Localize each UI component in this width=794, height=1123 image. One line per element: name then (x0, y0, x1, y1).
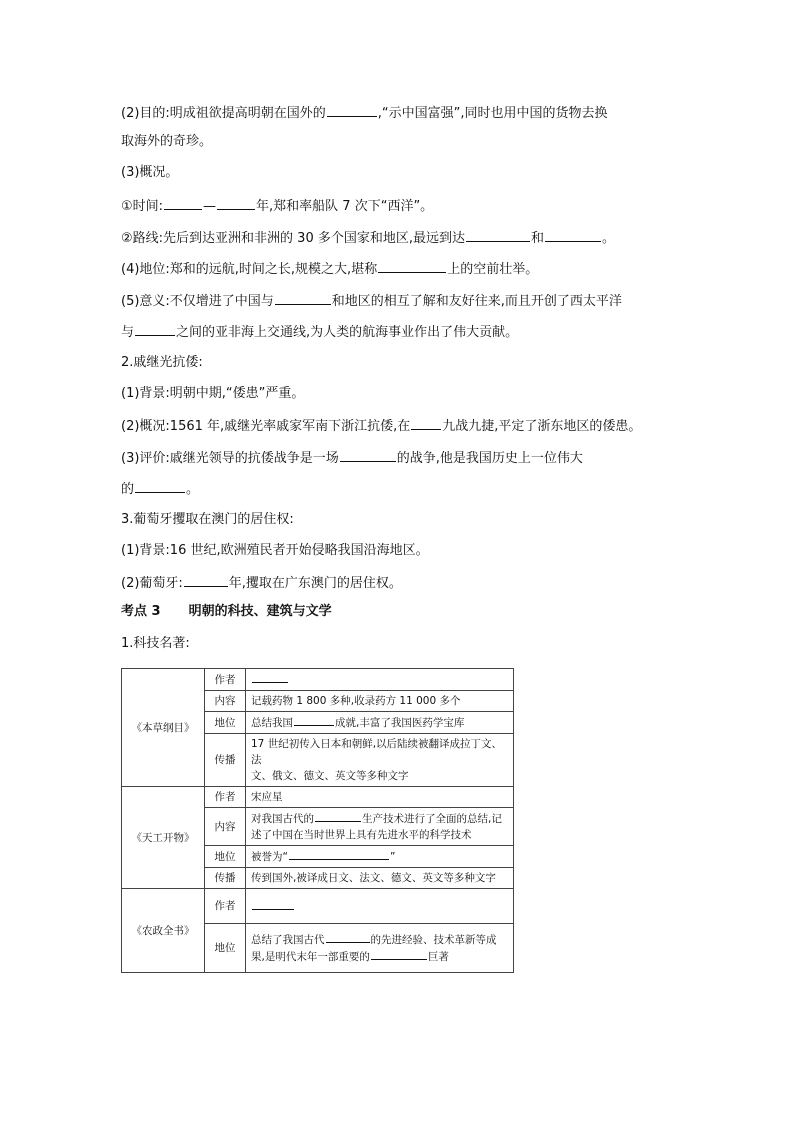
qi-evaluation (121, 448, 681, 468)
cell-text: 对我国古代的 (251, 813, 314, 825)
field-label: 传播 (205, 734, 246, 787)
status-text: (4)地位:郑和的远航,时间之长,规模之大,堪称 (121, 262, 378, 277)
cell-text: 的先进经验、技术革新等成 (370, 934, 497, 946)
field-label: 地位 (205, 924, 246, 973)
qi-evaluation-text: 的战争,他是我国历史上一位伟大 (396, 451, 583, 466)
fill-blank (294, 714, 334, 726)
fill-blank (371, 948, 427, 960)
fill-blank (340, 448, 396, 462)
fill-blank (164, 196, 202, 210)
fill-blank (315, 810, 361, 822)
fill-blank (326, 931, 370, 943)
qi-title-text: 2.戚继光抗倭: (121, 355, 203, 370)
status-line (121, 259, 681, 279)
cell-text: 总结我国 (251, 717, 293, 729)
author-cell (246, 669, 514, 691)
cell-text: 巨著 (427, 951, 449, 963)
fill-blank (545, 228, 601, 242)
portugal-title-text: 3.葡萄牙攫取在澳门的居住权: (121, 512, 294, 527)
fill-blank (275, 291, 331, 305)
content-cell (246, 808, 514, 846)
kaodian-label: 考点 3 (121, 604, 161, 619)
qi-overview (121, 416, 681, 436)
qi-evaluation-text: 的 (121, 482, 135, 497)
portugal-event-text: (2)葡萄牙: (121, 576, 183, 591)
significance-line (121, 291, 681, 311)
science-works-table (121, 668, 514, 973)
portugal-background-text: (1)背景:16 世纪,欧洲殖民者开始侵略我国沿海地区。 (121, 543, 429, 558)
route-text: 和 (530, 231, 544, 246)
purpose-line (121, 103, 681, 123)
status-cell (246, 846, 514, 868)
qi-background-text: (1)背景:明朝中期,“倭患”严重。 (121, 386, 305, 401)
content-cell: 记载药物 1 800 多种,收录药方 11 000 多个 (246, 691, 514, 712)
field-label: 地位 (205, 846, 246, 868)
portugal-event-text: 年,攫取在广东澳门的居住权。 (228, 576, 402, 591)
fill-blank (411, 416, 441, 430)
book-name-tiangong: 《天工开物》 (122, 787, 205, 889)
portugal-event (121, 573, 681, 593)
table-row (122, 669, 514, 691)
significance-text: (5)意义:不仅增进了中国与 (121, 294, 274, 309)
route-text: ②路线:先后到达亚洲和非洲的 30 多个国家和地区,最远到达 (121, 231, 465, 246)
field-label: 作者 (205, 787, 246, 808)
portugal-background (121, 542, 681, 560)
field-label: 内容 (205, 691, 246, 712)
fill-blank (252, 671, 288, 683)
spread-cell (246, 734, 514, 787)
fill-blank (217, 196, 255, 210)
time-text: ①时间: (121, 199, 164, 214)
purpose-text: (2)目的:明成祖欲提高明朝在国外的 (121, 106, 326, 121)
significance-text: 和地区的相互了解和友好往来,而且开创了西太平洋 (331, 294, 622, 309)
cell-text: ” (389, 851, 396, 863)
cell-text: 17 世纪初传入日本和朝鲜,以后陆续被翻译成拉丁文、法 (251, 738, 503, 766)
author-cell (246, 889, 514, 924)
fill-blank (289, 848, 389, 860)
overview-text: (3)概况。 (121, 165, 179, 180)
cell-text: 生产技术进行了全面的总结,记 (362, 813, 502, 825)
route-text: 。 (602, 231, 616, 246)
field-label: 传播 (205, 868, 246, 889)
book-name-nongzheng: 《农政全书》 (122, 889, 205, 973)
qi-overview-text: (2)概况:1561 年,戚继光率戚家军南下浙江抗倭,在 (121, 419, 411, 434)
status-cell (246, 924, 514, 973)
cell-text: 文、俄文、德文、英文等多种文字 (251, 770, 409, 782)
cell-text: 总结了我国古代 (251, 934, 325, 946)
time-line (121, 196, 681, 216)
fill-blank (466, 228, 530, 242)
qi-title (121, 354, 681, 372)
field-label: 作者 (205, 889, 246, 924)
purpose-text: ,“示中国富强”,同时也用中国的货物去换 (377, 106, 608, 121)
time-dash: — (203, 199, 217, 214)
kaodian-title: 明朝的科技、建筑与文学 (188, 604, 332, 619)
status-text: 上的空前壮举。 (447, 262, 539, 277)
fill-blank (184, 573, 228, 587)
significance-text: 与 (121, 325, 135, 340)
book-name-bencao: 《本草纲目》 (122, 669, 205, 787)
significance-text: 之间的亚非海上交通线,为人类的航海事业作出了伟大贡献。 (176, 325, 519, 340)
fill-blank (327, 103, 377, 117)
qi-overview-text: 九战九捷,平定了浙东地区的倭患。 (442, 419, 642, 434)
overview-heading (121, 164, 681, 182)
spread-cell: 传到国外,被译成日文、法文、德文、英文等多种文字 (246, 868, 514, 889)
field-label: 内容 (205, 808, 246, 846)
portugal-title (121, 511, 681, 529)
author-cell: 宋应星 (246, 787, 514, 808)
fill-blank (135, 322, 175, 336)
sci-title (121, 635, 681, 653)
significance-line-2 (121, 322, 681, 342)
purpose-line-2 (121, 133, 681, 151)
cell-text: 述了中国在当时世界上具有先进水平的科学技术 (251, 829, 472, 841)
route-line (121, 228, 681, 248)
table-row (122, 787, 514, 808)
qi-evaluation-text: 。 (186, 482, 200, 497)
field-label: 地位 (205, 712, 246, 734)
qi-background (121, 385, 681, 403)
kaodian-heading (121, 603, 681, 621)
status-cell (246, 712, 514, 734)
table-row (122, 889, 514, 924)
cell-text: 果,是明代末年一部重要的 (251, 951, 370, 963)
field-label: 作者 (205, 669, 246, 691)
fill-blank (378, 259, 446, 273)
qi-evaluation-text: (3)评价:戚继光领导的抗倭战争是一场 (121, 451, 339, 466)
sci-title-text: 1.科技名著: (121, 636, 190, 651)
fill-blank (252, 898, 294, 910)
qi-evaluation-2 (121, 479, 681, 499)
purpose-text: 取海外的奇珍。 (121, 134, 213, 149)
cell-text: 被誉为“ (251, 851, 288, 863)
time-text: 年,郑和率船队 7 次下“西洋”。 (256, 199, 434, 214)
fill-blank (135, 479, 185, 493)
cell-text: 成就,丰富了我国医药学宝库 (335, 717, 465, 729)
